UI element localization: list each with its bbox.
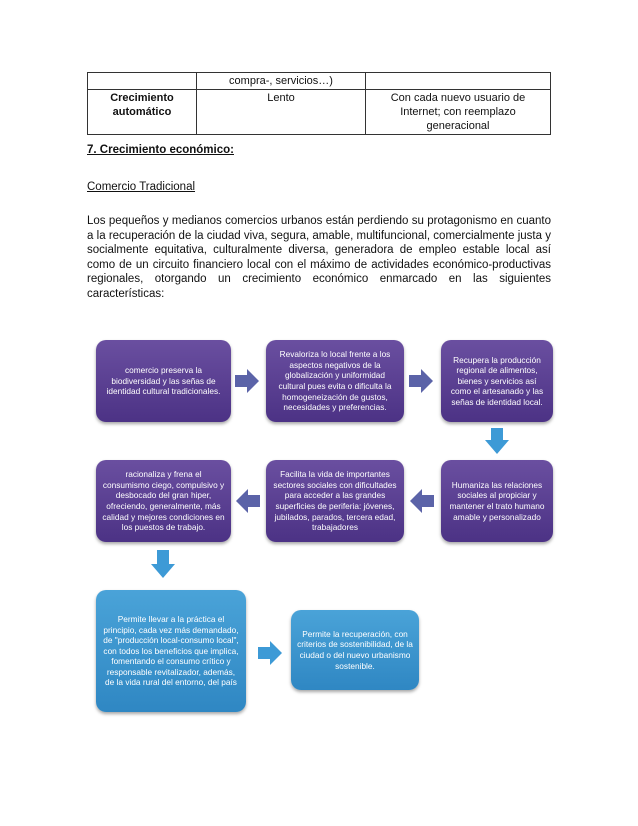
diagram-box: Revaloriza lo local frente a los aspectos negativos de la globalización y uniformidad cultural pues evita o dificulta la homogeneización de gustos, necesidades y preferencias. (266, 340, 404, 422)
arrow-right-icon (407, 368, 435, 394)
table-cell-speed: Lento (197, 90, 366, 135)
diagram-box: Permite llevar a la práctica el principio, cada vez más demandado, de "producción local-consumo local", con todos los beneficios que implica, fomentando el consumo crítico y responsable revitalizador, además, de la vida rural del entorno, del país (96, 590, 246, 712)
table-cell-label: Crecimiento automático (88, 90, 197, 135)
diagram-box: racionaliza y frena el consumismo ciego, compulsivo y desbocado del gran hiper, ofreciendo, generalmente, más calidad y mejores condiciones en los puestos de trabajo. (96, 460, 231, 542)
sub-heading: Comercio Tradicional (87, 181, 196, 193)
diagram-box: comercio preserva la biodiversidad y las señas de identidad cultural tradicionales. (96, 340, 231, 422)
table-cell: compra-, servicios…) (197, 73, 366, 90)
diagram-box: Permite la recuperación, con criterios de sostenibilidad, de la ciudad o del nuevo urbanismo sostenible. (291, 610, 419, 690)
arrow-right-icon (256, 640, 284, 666)
arrow-left-icon (408, 488, 436, 514)
diagram-box: Facilita la vida de importantes sectores sociales con dificultades para acceder a las grandes superficies de periferia: jóvenes, jubilados, parados, tercera edad, trabajadores (266, 460, 404, 542)
arrow-left-icon (234, 488, 262, 514)
arrow-down-icon (150, 548, 176, 580)
body-paragraph: Los pequeños y medianos comercios urbanos están perdiendo su protagonismo en cuanto a la recuperación de la ciudad viva, segura, amable, multifuncional, comercialmente justa y socialmente equitativa, culturalmente diversa, generadora de empleo estable local así como de un circuito financiero local con el máximo de actividades económico-productivas regionales, otorgando un crecimiento económico enmarcado en las siguientes características: (87, 215, 551, 300)
section-heading: 7. Crecimiento económico: (87, 144, 234, 156)
arrow-right-icon (233, 368, 261, 394)
table-cell-detail: Con cada nuevo usuario de Internet; con reemplazo generacional (366, 90, 551, 135)
diagram-box: Recupera la producción regional de alimentos, bienes y servicios así como el artesanado y las señas de identidad local. (441, 340, 553, 422)
diagram-box: Humaniza las relaciones sociales al propiciar y mantener el trato humano amable y personalizado (441, 460, 553, 542)
arrow-down-icon (484, 426, 510, 456)
